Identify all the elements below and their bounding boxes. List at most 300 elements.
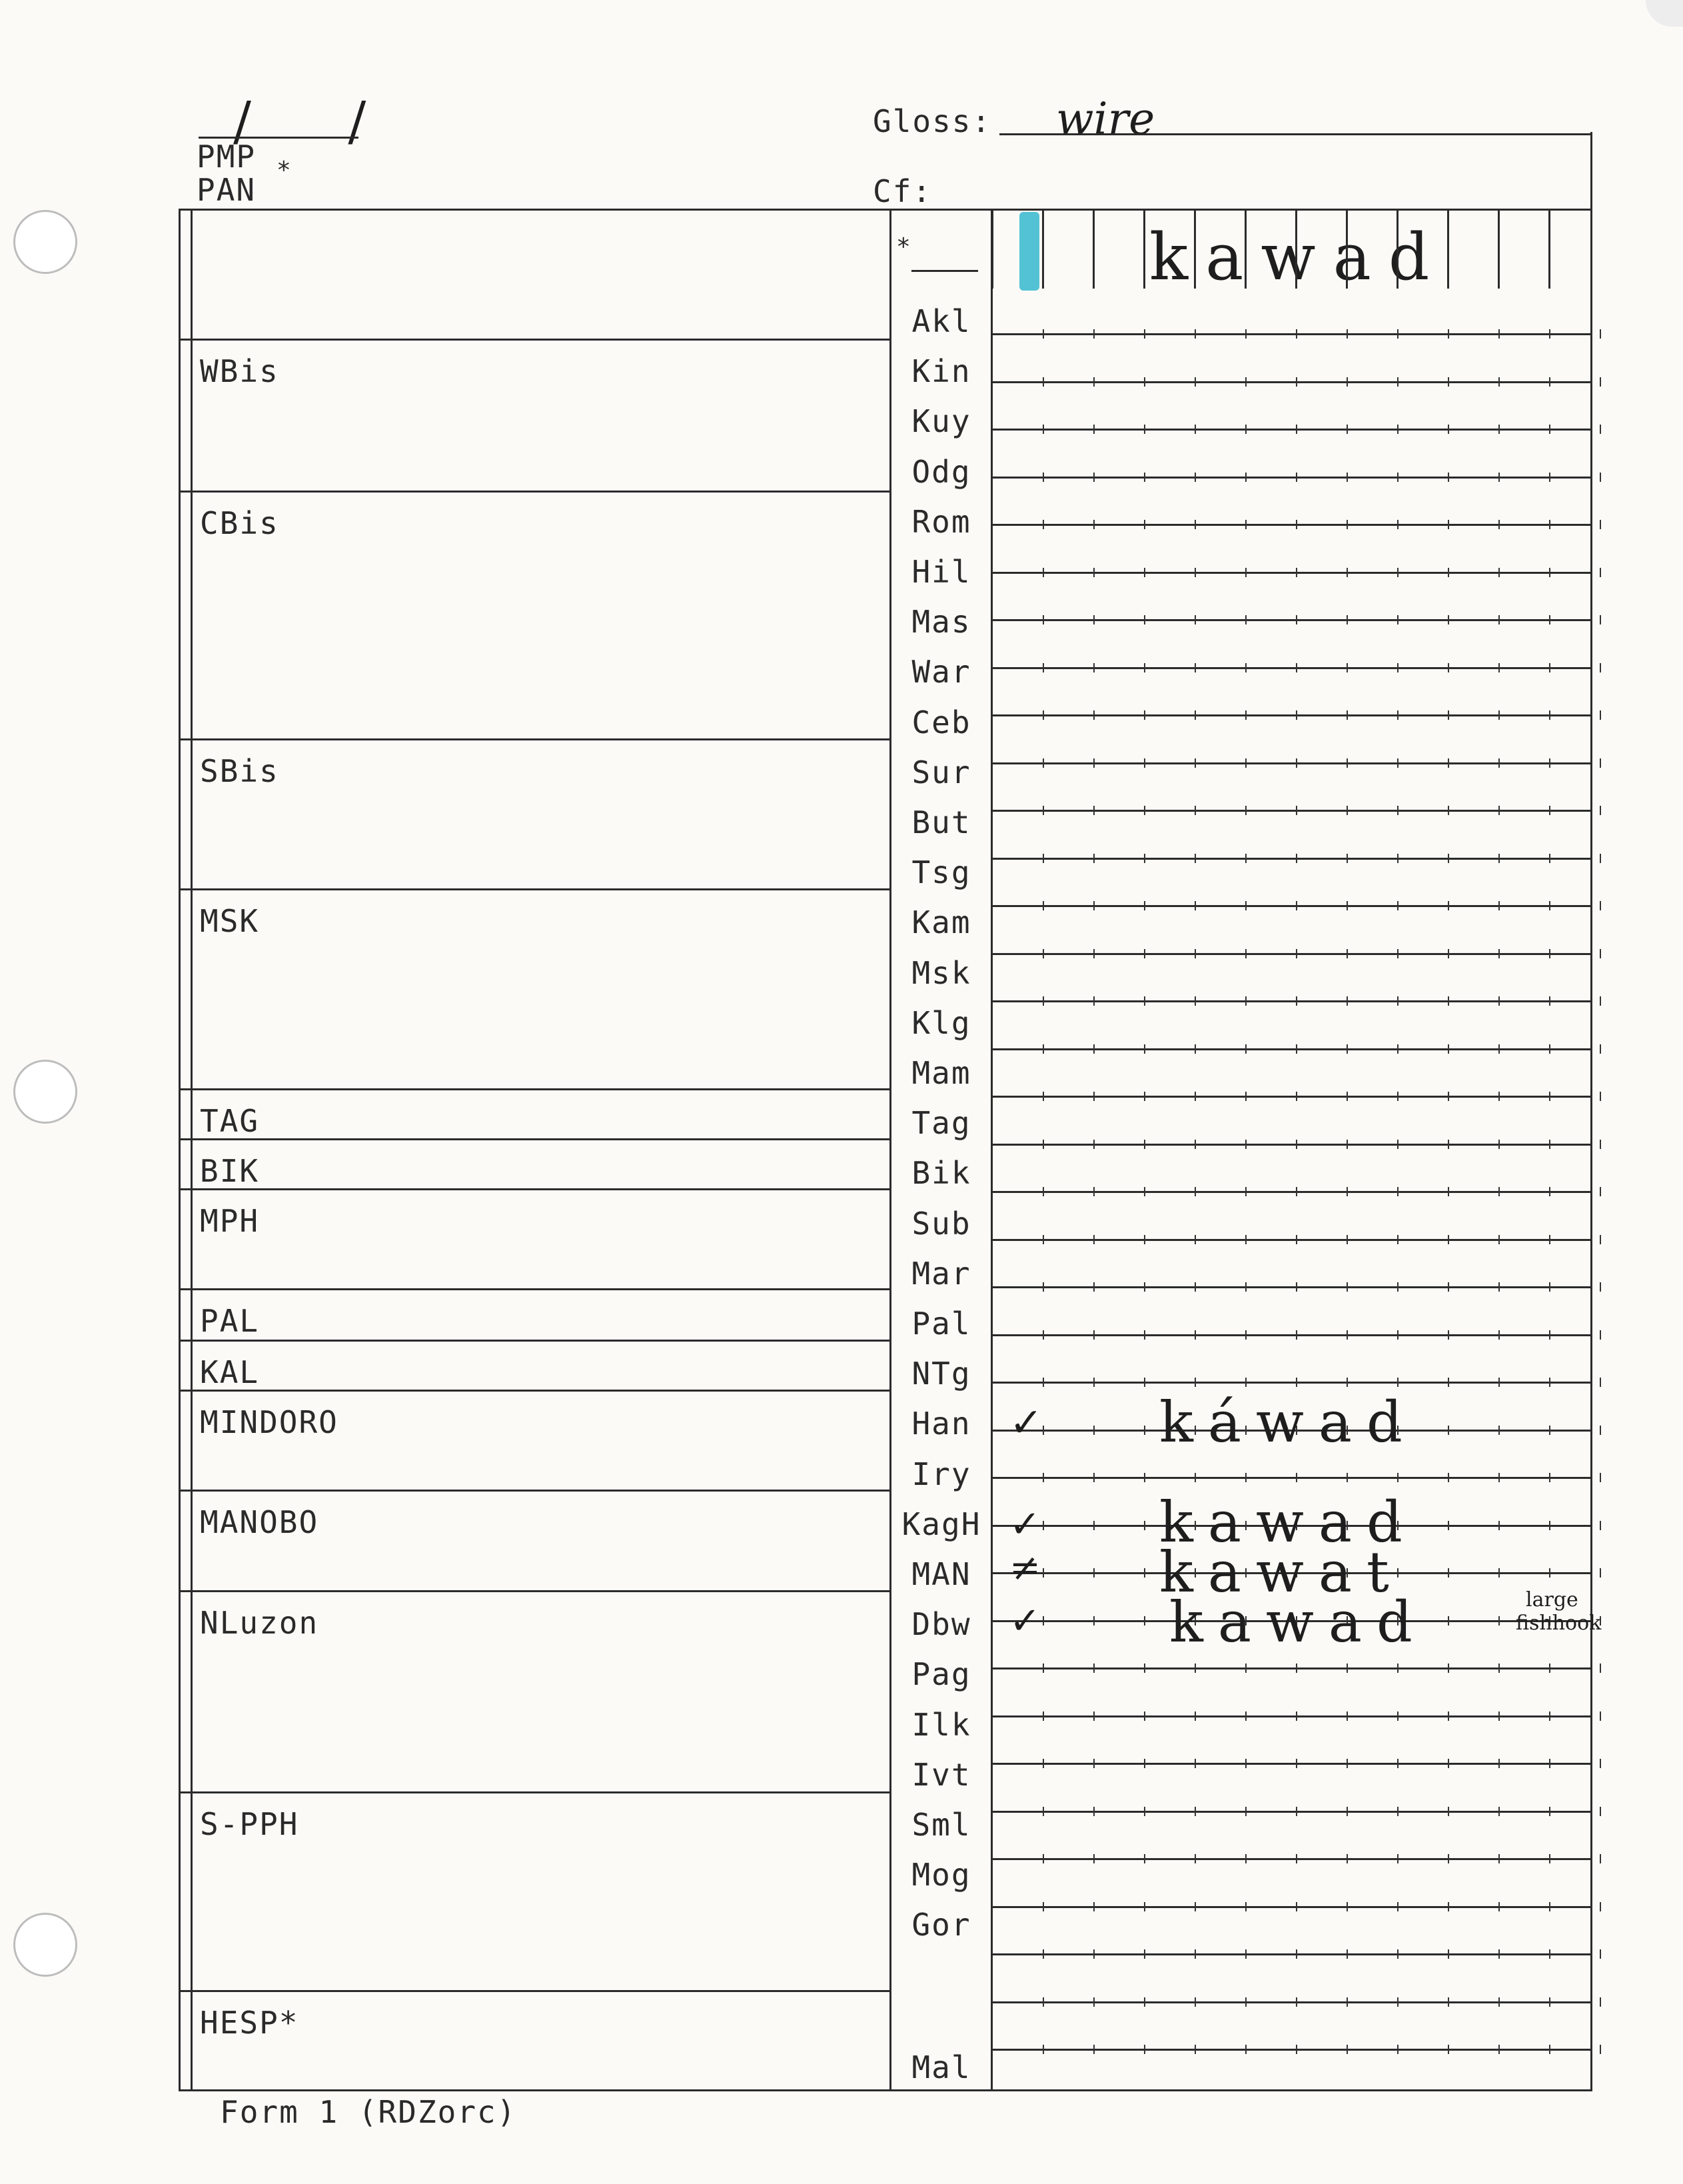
language-label: Msk xyxy=(911,954,971,991)
grid-tick xyxy=(1245,996,1247,1006)
grid-tick xyxy=(1448,901,1449,910)
grid-tick xyxy=(1093,473,1095,482)
grid-tick xyxy=(1043,1521,1044,1530)
grid-tick xyxy=(1043,2045,1044,2054)
grid-tick xyxy=(1043,806,1044,815)
grid-tick xyxy=(1397,996,1399,1006)
grid-tick xyxy=(1600,710,1601,720)
grid-tick xyxy=(1195,1330,1196,1340)
grid-tick xyxy=(1347,758,1348,768)
grid-tick xyxy=(1195,615,1196,624)
grid-tick xyxy=(1347,377,1348,387)
language-label: Kam xyxy=(911,904,971,941)
grid-tick xyxy=(1600,1473,1601,1482)
grid-tick xyxy=(1195,996,1196,1006)
grid-tick xyxy=(1448,1854,1449,1863)
reconstruction-box-divider xyxy=(1447,209,1449,289)
grid-line xyxy=(993,1191,1592,1193)
grid-tick xyxy=(1347,1140,1348,1149)
grid-tick xyxy=(1195,901,1196,910)
grid-tick xyxy=(1448,1568,1449,1578)
grid-tick xyxy=(1043,1044,1044,1054)
grid-tick xyxy=(1144,996,1145,1006)
grid-tick xyxy=(1600,758,1601,768)
grid-tick xyxy=(1448,1044,1449,1054)
grid-tick xyxy=(1549,710,1550,720)
language-label: Pag xyxy=(911,1656,971,1693)
grid-tick xyxy=(1043,1854,1044,1863)
grid-tick xyxy=(1448,1140,1449,1149)
grid-tick xyxy=(1448,377,1449,387)
grid-tick xyxy=(1448,568,1449,577)
grid-tick xyxy=(1549,663,1550,672)
group-divider xyxy=(179,1390,891,1392)
grid-tick xyxy=(1144,425,1145,434)
grid-tick xyxy=(1093,1997,1095,2007)
grid-tick xyxy=(1600,806,1601,815)
grid-tick xyxy=(1549,520,1550,529)
group-label: HESP* xyxy=(200,2005,299,2041)
grid-tick xyxy=(1195,1949,1196,1959)
grid-tick xyxy=(1549,1711,1550,1721)
language-label: Ivt xyxy=(911,1756,971,1793)
grid-tick xyxy=(1397,1711,1399,1721)
grid-tick xyxy=(1498,1235,1500,1244)
language-label: Rom xyxy=(911,503,971,540)
grid-line xyxy=(993,1858,1592,1860)
grid-tick xyxy=(1043,1568,1044,1578)
grid-tick xyxy=(1498,329,1500,339)
grid-tick xyxy=(1448,1282,1449,1292)
group-divider xyxy=(179,1188,891,1190)
grid-tick xyxy=(1043,1378,1044,1387)
grid-tick xyxy=(1549,1807,1550,1816)
grid-tick xyxy=(1600,1187,1601,1196)
grid-line xyxy=(993,2001,1592,2003)
grid-tick xyxy=(1093,1949,1095,1959)
grid-tick xyxy=(1397,806,1399,815)
grid-tick xyxy=(1195,425,1196,434)
grid-tick xyxy=(1397,710,1399,720)
grid-tick xyxy=(1093,2045,1095,2054)
grid-tick xyxy=(1144,473,1145,482)
grid-tick xyxy=(1600,1140,1601,1149)
grid-tick xyxy=(1093,1807,1095,1816)
grid-line xyxy=(993,810,1592,812)
grid-tick xyxy=(1600,1378,1601,1387)
punch-hole-top xyxy=(13,210,77,274)
group-label: MANOBO xyxy=(200,1504,319,1540)
grid-tick xyxy=(1549,425,1550,434)
grid-tick xyxy=(1043,996,1044,1006)
grid-tick xyxy=(1347,901,1348,910)
grid-tick xyxy=(1144,1568,1145,1578)
grid-tick xyxy=(1448,949,1449,958)
grid-tick xyxy=(1296,1663,1297,1673)
group-divider xyxy=(179,1088,891,1090)
grid-tick xyxy=(1397,568,1399,577)
corner-mark xyxy=(1646,0,1683,27)
grid-tick xyxy=(1397,1663,1399,1673)
grid-tick xyxy=(1296,1187,1297,1196)
grid-tick xyxy=(1347,1282,1348,1292)
group-divider xyxy=(179,888,891,890)
grid-tick xyxy=(1144,2045,1145,2054)
gloss-label: Gloss: xyxy=(873,103,992,139)
grid-tick xyxy=(1347,1330,1348,1340)
grid-line xyxy=(993,1906,1592,1908)
entry-han-mark: ✓ xyxy=(1009,1400,1043,1446)
grid-tick xyxy=(1347,1235,1348,1244)
grid-tick xyxy=(1093,806,1095,815)
grid-tick xyxy=(1195,1187,1196,1196)
grid-tick xyxy=(1498,1616,1500,1626)
grid-tick xyxy=(1498,1092,1500,1101)
grid-tick xyxy=(1043,949,1044,958)
grid-tick xyxy=(1600,1902,1601,1911)
grid-tick xyxy=(1195,1663,1196,1673)
grid-tick xyxy=(1498,1282,1500,1292)
grid-tick xyxy=(1296,1997,1297,2007)
grid-tick xyxy=(1600,425,1601,434)
grid-line xyxy=(993,1144,1592,1146)
gloss-underline xyxy=(999,133,1590,135)
language-label: NTg xyxy=(911,1356,971,1392)
grid-tick xyxy=(1600,1092,1601,1101)
grid-tick xyxy=(1448,329,1449,339)
grid-tick xyxy=(1296,1092,1297,1101)
grid-tick xyxy=(1498,1568,1500,1578)
grid-tick xyxy=(1498,568,1500,577)
grid-tick xyxy=(1043,1997,1044,2007)
group-divider xyxy=(179,1340,891,1342)
reconstruction-box-divider xyxy=(1245,209,1247,289)
grid-tick xyxy=(1600,1807,1601,1816)
language-label: MAN xyxy=(911,1556,971,1592)
grid-tick xyxy=(1195,1997,1196,2007)
grid-tick xyxy=(1448,758,1449,768)
grid-tick xyxy=(1043,1330,1044,1340)
punch-hole-bottom xyxy=(13,1913,77,1977)
grid-tick xyxy=(1600,854,1601,863)
grid-tick xyxy=(1549,806,1550,815)
grid-tick xyxy=(1093,1568,1095,1578)
grid-tick xyxy=(1549,854,1550,863)
grid-tick xyxy=(1093,949,1095,958)
grid-tick xyxy=(1498,710,1500,720)
grid-tick xyxy=(1296,1235,1297,1244)
grid-tick xyxy=(1600,1711,1601,1721)
grid-tick xyxy=(1195,2045,1196,2054)
grid-tick xyxy=(1043,901,1044,910)
date-marks: / / xyxy=(233,90,406,152)
grid-tick xyxy=(1549,329,1550,339)
grid-tick xyxy=(1195,806,1196,815)
grid-tick xyxy=(1600,377,1601,387)
grid-tick xyxy=(1347,806,1348,815)
grid-tick xyxy=(1195,758,1196,768)
grid-tick xyxy=(1347,1092,1348,1101)
grid-tick xyxy=(1043,1663,1044,1673)
grid-tick xyxy=(1195,568,1196,577)
grid-tick xyxy=(1600,615,1601,624)
reconstruction-form: kawad xyxy=(1149,220,1447,295)
grid-tick xyxy=(1448,1807,1449,1816)
grid-tick xyxy=(1448,710,1449,720)
language-label: Iry xyxy=(911,1456,971,1492)
grid-tick xyxy=(1448,1473,1449,1482)
grid-tick xyxy=(1296,520,1297,529)
grid-tick xyxy=(1600,1997,1601,2007)
grid-tick xyxy=(1245,1282,1247,1292)
grid-tick xyxy=(1296,473,1297,482)
grid-tick xyxy=(1498,1044,1500,1054)
grid-tick xyxy=(1498,1711,1500,1721)
grid-tick xyxy=(1296,1759,1297,1768)
language-label: Odg xyxy=(911,453,971,490)
grid-tick xyxy=(1448,1521,1449,1530)
grid-tick xyxy=(1600,1854,1601,1863)
grid-line xyxy=(993,1096,1592,1098)
grid-tick xyxy=(1245,615,1247,624)
grid-tick xyxy=(1195,1092,1196,1101)
language-label: Mam xyxy=(911,1055,971,1091)
grid-tick xyxy=(1093,1473,1095,1482)
grid-tick xyxy=(1448,473,1449,482)
grid-tick xyxy=(1245,329,1247,339)
grid-tick xyxy=(1397,329,1399,339)
grid-tick xyxy=(1043,1187,1044,1196)
grid-tick xyxy=(1397,1997,1399,2007)
grid-tick xyxy=(1347,949,1348,958)
grid-tick xyxy=(1448,1378,1449,1387)
group-label: PAL xyxy=(200,1303,260,1339)
grid-tick xyxy=(1144,1854,1145,1863)
grid-line xyxy=(993,1334,1592,1336)
grid-tick xyxy=(1144,1187,1145,1196)
grid-tick xyxy=(1245,1854,1247,1863)
grid-tick xyxy=(1347,473,1348,482)
grid-line xyxy=(993,2049,1592,2051)
grid-tick xyxy=(1397,1187,1399,1196)
punch-hole-middle xyxy=(13,1060,77,1124)
grid-tick xyxy=(1144,901,1145,910)
group-divider xyxy=(179,1138,891,1140)
grid-tick xyxy=(1195,1235,1196,1244)
grid-tick xyxy=(1347,329,1348,339)
grid-tick xyxy=(1397,377,1399,387)
grid-tick xyxy=(1296,1902,1297,1911)
grid-tick xyxy=(1600,1235,1601,1244)
grid-tick xyxy=(1043,473,1044,482)
entry-man-form: kawat xyxy=(1159,1540,1404,1605)
grid-tick xyxy=(1448,1949,1449,1959)
grid-tick xyxy=(1144,1902,1145,1911)
grid-line xyxy=(993,619,1592,621)
grid-tick xyxy=(1144,1807,1145,1816)
grid-tick xyxy=(1549,1854,1550,1863)
grid-tick xyxy=(1195,1044,1196,1054)
grid-tick xyxy=(1296,1378,1297,1387)
grid-tick xyxy=(1093,520,1095,529)
grid-tick xyxy=(1397,1282,1399,1292)
grid-tick xyxy=(1498,1330,1500,1340)
grid-tick xyxy=(1549,1140,1550,1149)
group-label: MSK xyxy=(200,903,260,939)
grid-tick xyxy=(1498,425,1500,434)
language-label: Pal xyxy=(911,1306,971,1342)
language-label: Mal xyxy=(911,2049,971,2085)
grid-tick xyxy=(1448,425,1449,434)
grid-tick xyxy=(1245,377,1247,387)
grid-tick xyxy=(1397,758,1399,768)
grid-tick xyxy=(1093,1282,1095,1292)
grid-tick xyxy=(1296,996,1297,1006)
grid-tick xyxy=(1296,854,1297,863)
grid-tick xyxy=(1043,663,1044,672)
grid-tick xyxy=(1043,854,1044,863)
language-label: Bik xyxy=(911,1155,971,1192)
reconstruction-box-divider xyxy=(1295,209,1297,289)
grid-tick xyxy=(1347,425,1348,434)
grid-tick xyxy=(1549,377,1550,387)
grid-tick xyxy=(1347,710,1348,720)
grid-tick xyxy=(1600,520,1601,529)
reconstruction-box-divider xyxy=(1548,209,1550,289)
grid-tick xyxy=(1397,615,1399,624)
grid-tick xyxy=(1549,1378,1550,1387)
grid-tick xyxy=(1245,425,1247,434)
grid-tick xyxy=(1245,1378,1247,1387)
language-label: Sml xyxy=(911,1807,971,1843)
grid-line xyxy=(993,1382,1592,1384)
language-label: Kuy xyxy=(911,403,971,440)
grid-tick xyxy=(1549,949,1550,958)
grid-tick xyxy=(1245,568,1247,577)
frame-top xyxy=(179,209,1592,211)
grid-tick xyxy=(1498,1807,1500,1816)
grid-tick xyxy=(1093,901,1095,910)
grid-tick xyxy=(1144,1426,1145,1435)
grid-tick xyxy=(1296,377,1297,387)
grid-tick xyxy=(1347,1378,1348,1387)
frame-right xyxy=(1590,132,1592,2091)
language-label: KagH xyxy=(901,1506,981,1542)
grid-tick xyxy=(1043,1902,1044,1911)
language-label: Sur xyxy=(911,754,971,790)
grid-tick xyxy=(1549,2045,1550,2054)
grid-tick xyxy=(1195,520,1196,529)
grid-tick xyxy=(1245,1949,1247,1959)
grid-line xyxy=(993,714,1592,716)
grid-line xyxy=(993,1667,1592,1669)
grid-tick xyxy=(1144,1616,1145,1626)
grid-tick xyxy=(1448,615,1449,624)
grid-line xyxy=(993,667,1592,669)
grid-tick xyxy=(1347,1759,1348,1768)
grid-tick xyxy=(1347,1711,1348,1721)
grid-tick xyxy=(1498,758,1500,768)
grid-tick xyxy=(1397,1902,1399,1911)
grid-tick xyxy=(1498,1997,1500,2007)
grid-tick xyxy=(1347,854,1348,863)
grid-tick xyxy=(1093,1092,1095,1101)
grid-line xyxy=(993,1286,1592,1288)
grid-tick xyxy=(1245,901,1247,910)
grid-tick xyxy=(1093,1902,1095,1911)
grid-tick xyxy=(1043,1426,1044,1435)
grid-tick xyxy=(1144,1330,1145,1340)
grid-tick xyxy=(1245,1044,1247,1054)
grid-tick xyxy=(1549,568,1550,577)
grid-tick xyxy=(1043,1282,1044,1292)
grid-tick xyxy=(1093,1854,1095,1863)
language-label: Klg xyxy=(911,1004,971,1041)
grid-tick xyxy=(1144,710,1145,720)
grid-tick xyxy=(1043,615,1044,624)
grid-tick xyxy=(1549,1521,1550,1530)
group-label: MINDORO xyxy=(200,1404,338,1440)
group-label: MPH xyxy=(200,1203,260,1239)
grid-tick xyxy=(1195,1473,1196,1482)
grid-tick xyxy=(1144,1521,1145,1530)
grid-tick xyxy=(1347,1807,1348,1816)
grid-tick xyxy=(1296,1044,1297,1054)
grid-tick xyxy=(1498,1854,1500,1863)
grid-tick xyxy=(1144,854,1145,863)
grid-tick xyxy=(1600,1044,1601,1054)
grid-tick xyxy=(1245,663,1247,672)
grid-line xyxy=(993,572,1592,574)
grid-tick xyxy=(1549,1187,1550,1196)
language-label: Dbw xyxy=(911,1606,971,1643)
grid-line xyxy=(993,858,1592,860)
grid-tick xyxy=(1600,1426,1601,1435)
grid-tick xyxy=(1296,758,1297,768)
grid-tick xyxy=(1549,1426,1550,1435)
grid-tick xyxy=(1397,1807,1399,1816)
grid-tick xyxy=(1144,615,1145,624)
grid-line xyxy=(993,1953,1592,1955)
grid-tick xyxy=(1144,1092,1145,1101)
grid-tick xyxy=(1549,1997,1550,2007)
grid-tick xyxy=(1600,949,1601,958)
grid-tick xyxy=(1245,1473,1247,1482)
grid-tick xyxy=(1498,1663,1500,1673)
grid-tick xyxy=(1296,1949,1297,1959)
language-label: Mar xyxy=(911,1255,971,1292)
grid-tick xyxy=(1347,1949,1348,1959)
grid-tick xyxy=(1448,854,1449,863)
entry-man-mark: ≠ xyxy=(1009,1546,1041,1590)
grid-tick xyxy=(1195,1854,1196,1863)
grid-tick xyxy=(1347,1902,1348,1911)
grid-line xyxy=(993,905,1592,907)
grid-tick xyxy=(1195,1759,1196,1768)
grid-tick xyxy=(1245,1759,1247,1768)
grid-tick xyxy=(1093,1616,1095,1626)
grid-line xyxy=(993,1048,1592,1050)
grid-tick xyxy=(1245,949,1247,958)
grid-tick xyxy=(1043,329,1044,339)
grid-tick xyxy=(1498,663,1500,672)
grid-tick xyxy=(1093,1187,1095,1196)
grid-tick xyxy=(1144,663,1145,672)
grid-tick xyxy=(1093,1663,1095,1673)
pmp-asterisk: * xyxy=(277,157,292,184)
grid-tick xyxy=(1245,854,1247,863)
grid-tick xyxy=(1043,520,1044,529)
